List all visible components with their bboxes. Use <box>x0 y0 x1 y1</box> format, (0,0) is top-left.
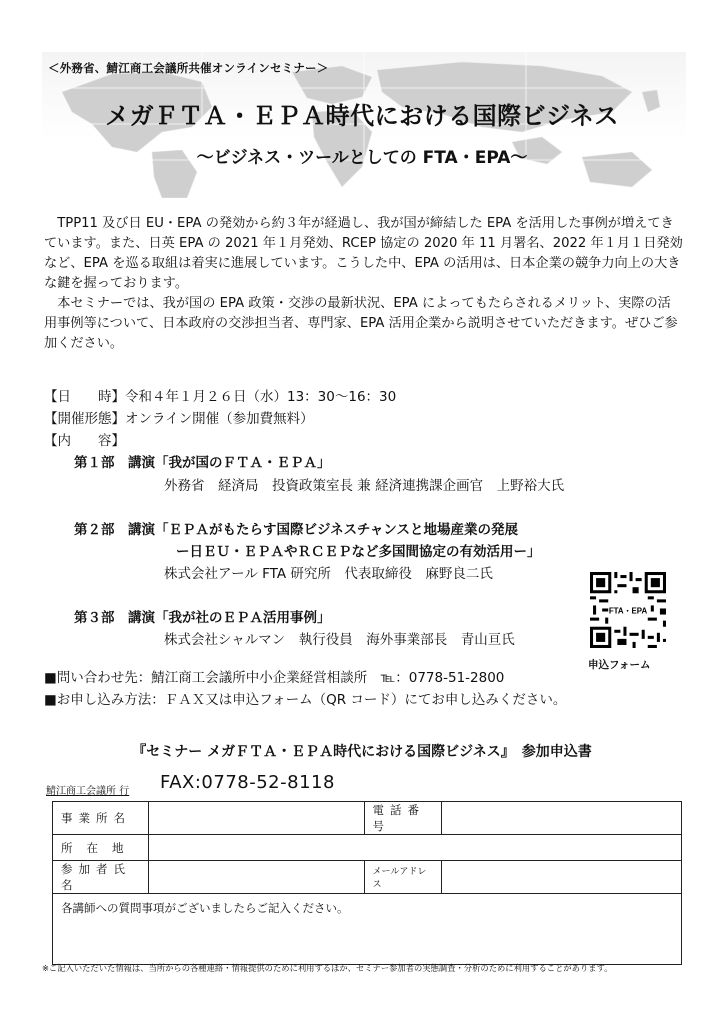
intro-paragraph-1: TPP11 及び日 EU・EPA の発効から約３年が経過し、我が国が締結した EPA を活用した事例が増えてきています。また、日英 EPA の 2021 年１月発効、RCEP 協定の 2020 年 11 月署名、2022 年１月１日発効など、EPA を巡る取組は着実に進展しています。こうした中、EPA の活用は、日本企業の競争力向上の大きな鍵を握っております。 <box>44 216 683 291</box>
format-label: 【開催形態】 <box>44 411 125 427</box>
address-field[interactable] <box>148 835 681 861</box>
qr-code[interactable] <box>590 572 666 648</box>
address-label: 所在地 <box>53 835 149 861</box>
content-row <box>44 429 125 449</box>
program-speaker-2: 株式会社アール FTA 研究所 代表取締役 麻野良二氏 <box>164 566 493 582</box>
seminar-title: メガＦＴＡ・ＥＰＡ時代における国際ビジネス <box>105 102 619 130</box>
questions-label: 各講師への質問事項がございましたらご記入ください。 <box>61 901 349 915</box>
form-title: 『セミナー メガＦＴＡ・ＥＰＡ時代における国際ビジネス』 参加申込書 <box>132 744 592 760</box>
format-value: オンライン開催（参加費無料） <box>125 411 314 427</box>
program-part-2-cont: ー日ＥＵ・ＥＰＡやＲＣＥＰなど多国間協定の有効活用ー」 <box>176 544 541 560</box>
program-part-2: 第２部 講演「ＥＰＡがもたらす国際ビジネスチャンスと地場産業の発展 <box>74 522 519 538</box>
date-label: 【日 時】 <box>44 389 125 405</box>
organizer-line: ＜外務省、鯖江商工会議所共催オンラインセミナー＞ <box>48 61 329 75</box>
apply-line: ■お申し込み方法：ＦＡＸ又は申込フォーム（QR コード）にてお申し込みください。 <box>44 692 567 708</box>
program-part-1: 第１部 講演「我が国のＦＴＡ・ＥＰＡ」 <box>74 455 331 471</box>
intro-paragraph-2: 本セミナーでは、我が国の EPA 政策・交渉の最新状況、EPA によってもたらされるメリット、実際の活用事例等について、日本政府の交渉担当者、専門家、EPA 活用企業から説明させていただきます。ぜひご参加ください。 <box>44 296 678 351</box>
email-field[interactable] <box>442 861 682 894</box>
phone-label: 電話番号 <box>364 802 442 835</box>
program-part-3: 第３部 講演「我が社のＥＰＡ活用事例」 <box>74 610 331 626</box>
privacy-footnote: ※ご記入いただいた情報は、当所からの各種連絡・情報提供のために利用するほか、セミナー参加者の実態調査・分析のために利用することがあります。 <box>42 963 613 973</box>
seminar-subtitle: ～ビジネス・ツールとしての FTA・EPA～ <box>196 148 528 168</box>
form-recipient: 鯖江商工会議所 行 <box>46 786 130 797</box>
program-speaker-1: 外務省 経済局 投資政策室長 兼 経済連携課企画官 上野裕大氏 <box>164 478 565 494</box>
inquiry-line: ■問い合わせ先：鯖江商工会議所中小企業経営相談所 ℡：0778-51-2800 <box>44 670 505 686</box>
date-row <box>44 385 396 405</box>
content-label: 【内 容】 <box>44 433 125 449</box>
program-speaker-3: 株式会社シャルマン 執行役員 海外事業部長 青山亘氏 <box>164 632 515 648</box>
qr-inner-text: FTA・EPA <box>608 606 648 616</box>
business-field[interactable] <box>148 802 364 835</box>
name-label: 参加者氏名 <box>53 861 149 894</box>
qr-caption: 申込フォーム <box>588 659 651 671</box>
format-row <box>44 407 314 427</box>
questions-field[interactable] <box>53 894 682 965</box>
intro-text <box>44 214 684 354</box>
application-form <box>52 801 682 965</box>
business-label: 事業所名 <box>53 802 149 835</box>
date-value: 令和４年１月２６日（水）13：30～16：30 <box>125 389 397 405</box>
phone-field[interactable] <box>442 802 682 835</box>
fax-number: FAX:0778-52-8118 <box>160 772 335 793</box>
email-label: メールアドレス <box>364 861 442 894</box>
name-field[interactable] <box>148 861 364 894</box>
